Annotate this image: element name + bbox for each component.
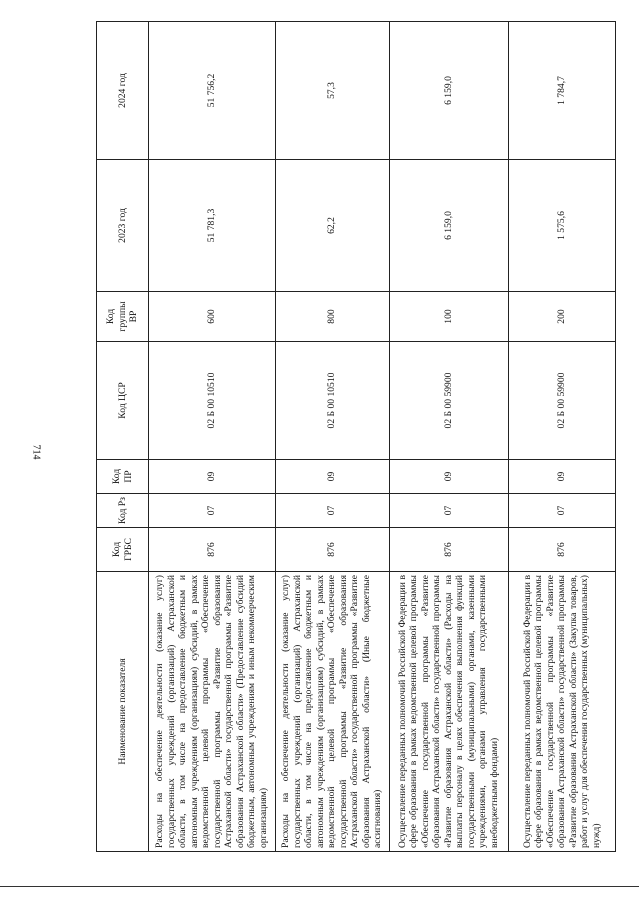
row-grbs: 876 — [508, 528, 615, 572]
table-row — [389, 22, 508, 852]
row-csr: 02 Б 00 10510 — [275, 342, 389, 460]
header-grbs: Код ГРБС — [97, 528, 149, 572]
row-name: Расходы на обеспечение деятельности (оказание услуг) государственных учреждений (организаций) Астраханской области, в том числе на предоставление бюджетным и автономным учреждениям (организациям) субсидий, в рамках ведомственной целевой программы «Обеспечение государственной программы «Развитие образования Астраханской области» государственной программы «Развитие образования Астраханской области» (Предоставление субсидий бюджетным, автономным учреждениям и иным некоммерческим организациям) — [149, 572, 276, 852]
row-grbs: 876 — [149, 528, 276, 572]
row-grbs: 876 — [389, 528, 508, 572]
row-csr: 02 Б 00 10510 — [149, 342, 276, 460]
header-2023: 2023 год — [97, 160, 149, 292]
header-name: Наименование показателя — [97, 572, 149, 852]
row-grbs: 876 — [275, 528, 389, 572]
row-csr: 02 Б 00 59900 — [508, 342, 615, 460]
row-rz: 07 — [508, 494, 615, 528]
budget-table — [96, 21, 616, 852]
row-pr: 09 — [508, 460, 615, 494]
table-header-row — [97, 22, 149, 852]
page-number: 714 — [30, 444, 42, 460]
header-2024: 2024 год — [97, 22, 149, 160]
row-vr: 100 — [389, 292, 508, 342]
header-pr: Код ПР — [97, 460, 149, 494]
row-2024: 1 784,7 — [508, 22, 615, 160]
row-rz: 07 — [389, 494, 508, 528]
header-rz: Код Рз — [97, 494, 149, 528]
header-csr: Код ЦСР — [97, 342, 149, 460]
row-pr: 09 — [389, 460, 508, 494]
row-vr: 800 — [275, 292, 389, 342]
row-2024: 6 159,0 — [389, 22, 508, 160]
row-name: Расходы на обеспечение деятельности (оказание услуг) государственных учреждений (организаций) Астраханской области, в том числе на предоставление бюджетным и автономным учреждениям (организациям) субсидий, в рамках ведомственной целевой программы «Обеспечение государственной программы «Развитие образования Астраханской области» государственной программы «Развитие образования Астраханской области» (Иные бюджетные ассигнования) — [275, 572, 389, 852]
table-row — [275, 22, 389, 852]
row-2023: 51 781,3 — [149, 160, 276, 292]
row-rz: 07 — [275, 494, 389, 528]
header-vr: Код группы ВР — [97, 292, 149, 342]
table-row — [508, 22, 615, 852]
row-2023: 62,2 — [275, 160, 389, 292]
row-rz: 07 — [149, 494, 276, 528]
table-row — [149, 22, 276, 852]
row-pr: 09 — [149, 460, 276, 494]
row-2024: 51 756,2 — [149, 22, 276, 160]
row-name: Осуществление переданных полномочий Российской Федерации в сфере образования в рамках ведомственной целевой программы «Обеспечение государственной программы «Развитие образования Астраханской области» государственной программы «Развитие образования Астраханской области» (Закупка товаров, работ и услуг для обеспечения государственных (муниципальных) нужд) — [508, 572, 615, 852]
row-2023: 6 159,0 — [389, 160, 508, 292]
rotated-page — [96, 22, 616, 852]
row-csr: 02 Б 00 59900 — [389, 342, 508, 460]
page-bottom-rule — [0, 886, 639, 887]
row-vr: 200 — [508, 292, 615, 342]
row-name: Осуществление переданных полномочий Российской Федерации в сфере образования в рамках ведомственной целевой программы «Обеспечение государственной программы «Развитие образования Астраханской области» государственной программы «Развитие образования Астраханской области» (Расходы на выплаты персоналу в целях обеспечения выполнения функций государственными (муниципальными) органами, казенными учреждениями, органами управления государственными внебюджетными фондами) — [389, 572, 508, 852]
row-2023: 1 575,6 — [508, 160, 615, 292]
row-pr: 09 — [275, 460, 389, 494]
row-vr: 600 — [149, 292, 276, 342]
row-2024: 57,3 — [275, 22, 389, 160]
